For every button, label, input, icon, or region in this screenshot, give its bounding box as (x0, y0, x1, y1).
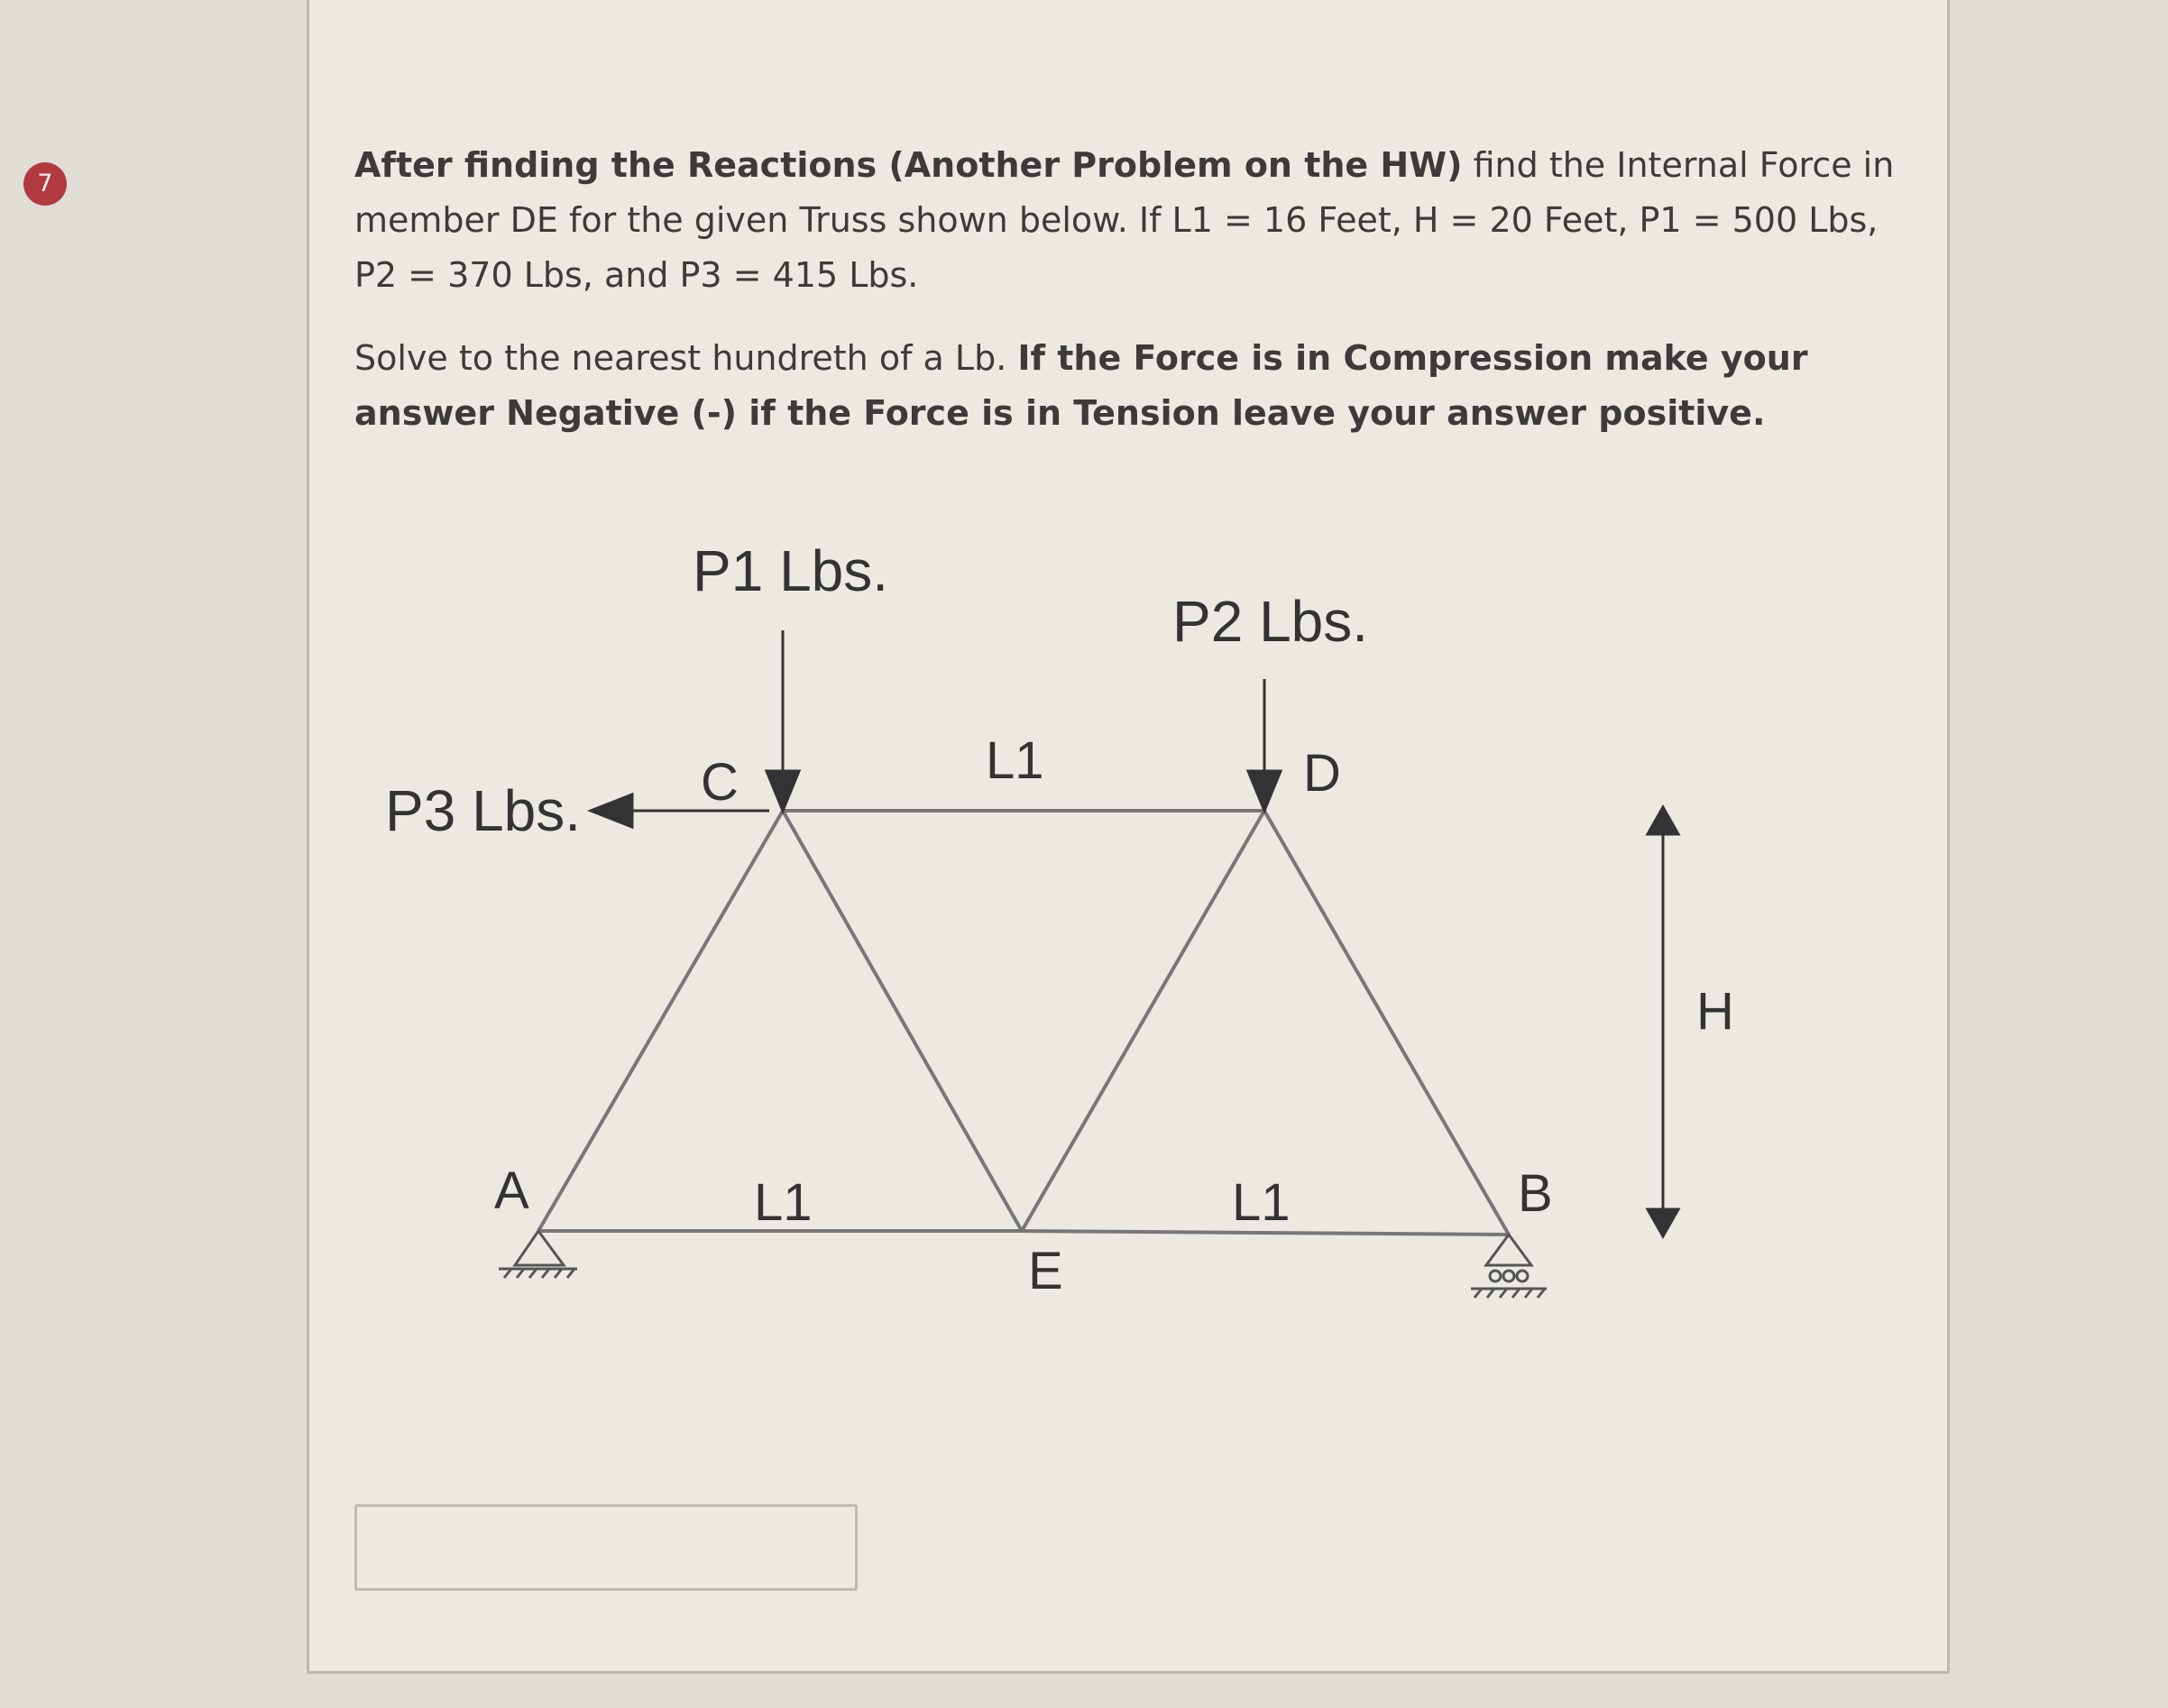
question-number-badge: 7 (23, 162, 67, 206)
support-pin-a (499, 1231, 577, 1278)
label-p2: P2 Lbs. (1172, 589, 1369, 654)
answer-input[interactable] (354, 1504, 858, 1591)
member-ac (538, 811, 783, 1231)
height-arrowhead-top (1648, 807, 1678, 834)
label-node-d: D (1303, 744, 1341, 803)
question-instructions-plain: Solve to the nearest hundreth of a Lb. (354, 338, 1018, 378)
question-prompt-bold: After finding the Reactions (Another Problem on the HW) (354, 145, 1463, 185)
truss-diagram (309, 0, 1952, 1676)
label-p1: P1 Lbs. (693, 538, 889, 603)
question-prompt-rest: find the Internal Force in member DE for the given Truss shown below. If L1 = 16 Feet, H = 20 Feet, P1 = 500 Lbs, P2 = 370 Lbs, and P3 = 415 Lbs. (354, 145, 1895, 295)
support-roller-b (1471, 1235, 1547, 1298)
label-span-bottom-right: L1 (1232, 1173, 1291, 1232)
member-ce (783, 811, 1022, 1231)
label-height: H (1696, 982, 1734, 1041)
member-db (1264, 811, 1509, 1235)
label-node-b: B (1518, 1164, 1553, 1223)
label-span-top: L1 (986, 731, 1044, 790)
label-node-a: A (494, 1162, 529, 1220)
label-p3: P3 Lbs. (385, 778, 582, 843)
question-card (307, 0, 1950, 1674)
question-instructions-bold: If the Force is in Compression make your answer Negative (-) if the Force is in Tension leave your answer positive. (354, 338, 1808, 433)
label-node-e: E (1028, 1242, 1063, 1300)
label-node-c: C (701, 753, 739, 812)
label-span-bottom-left: L1 (754, 1173, 813, 1232)
load-arrowhead-p1 (767, 771, 799, 811)
height-arrowhead-bottom (1648, 1209, 1678, 1236)
load-arrowhead-p3 (591, 794, 632, 827)
load-arrowhead-p2 (1248, 771, 1281, 811)
member-ed (1022, 811, 1264, 1231)
